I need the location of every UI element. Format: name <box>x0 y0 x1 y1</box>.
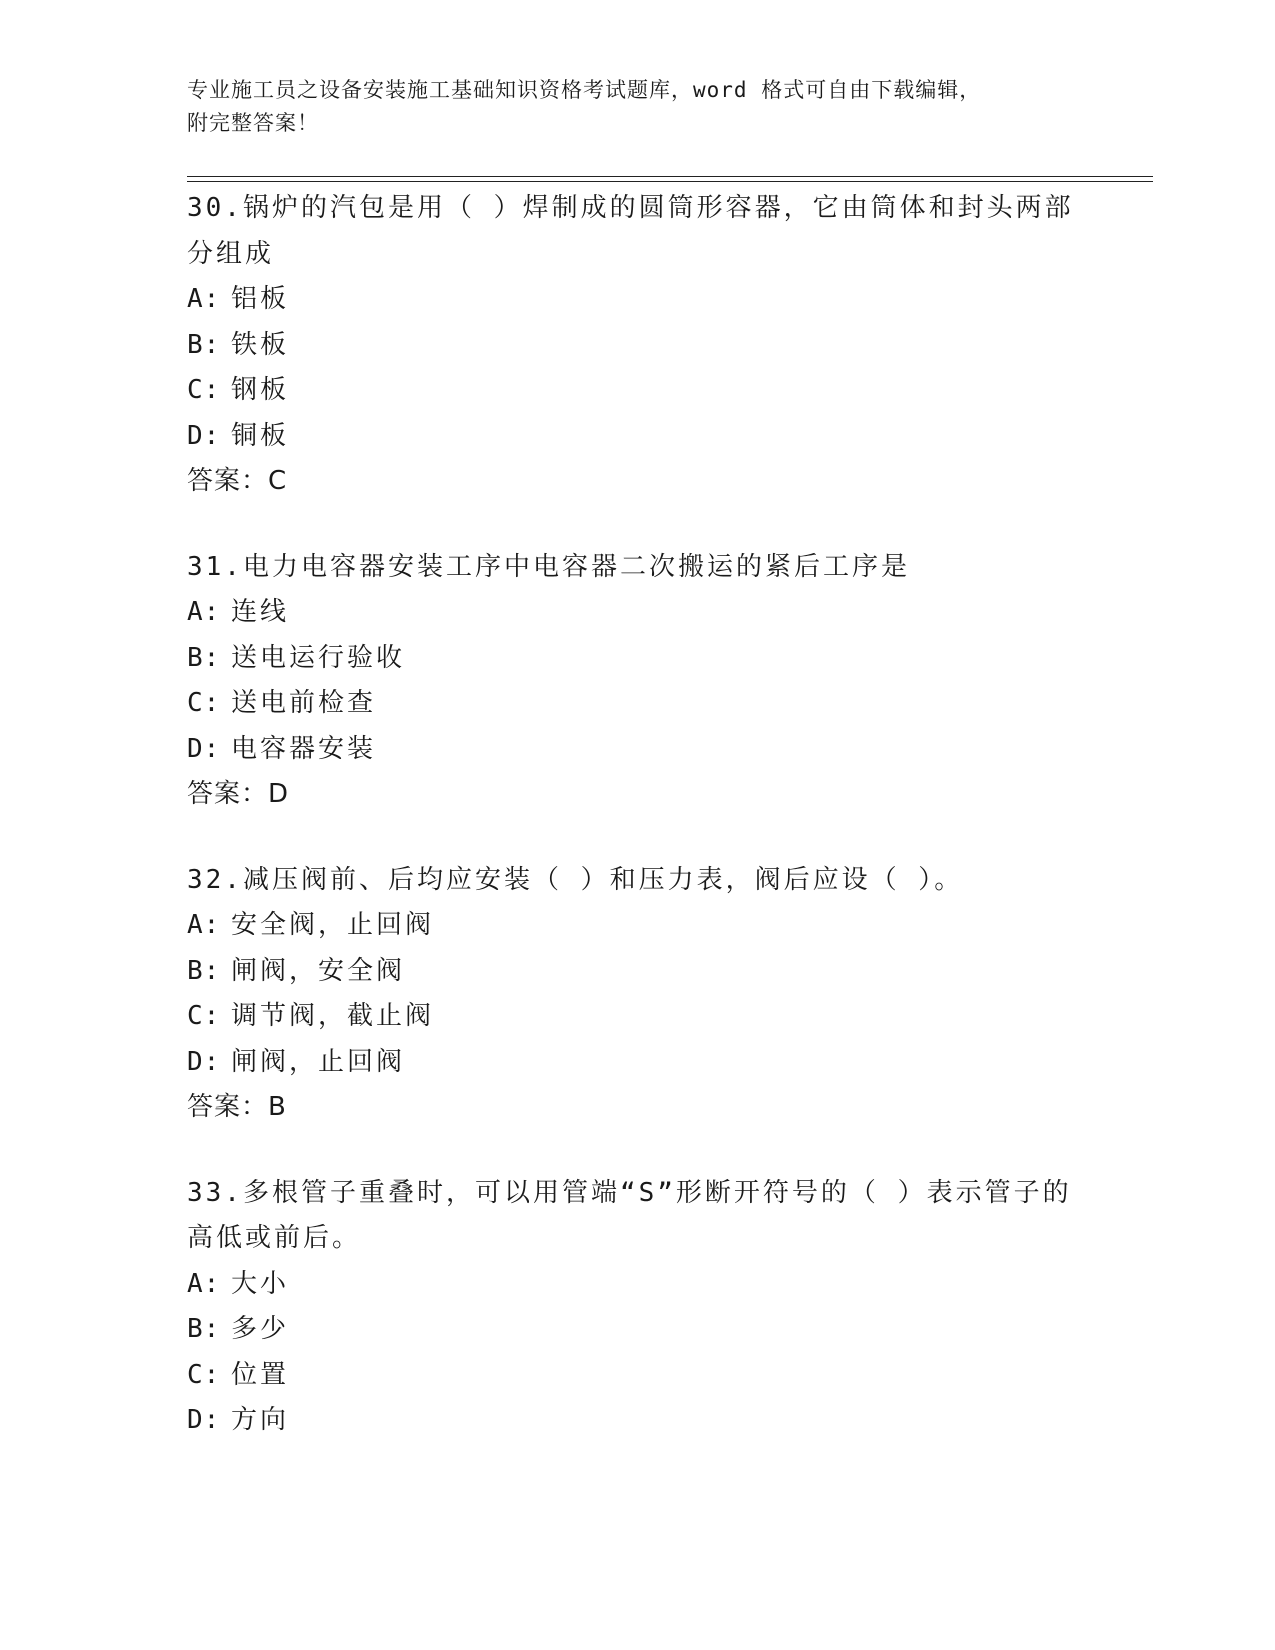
question-stem: 30.锅炉的汽包是用（ ）焊制成的圆筒形容器，它由筒体和封头两部 <box>187 193 1074 223</box>
answer-option <box>187 949 1087 995</box>
option-text: 送电前检查 <box>231 688 377 718</box>
option-key: D: <box>187 420 221 451</box>
option-key: C: <box>187 1359 221 1390</box>
option-key: A: <box>187 910 221 940</box>
option-text: 铝板 <box>231 284 290 314</box>
option-text: 铜板 <box>231 420 290 451</box>
answer-line: 答案：B <box>187 1092 287 1122</box>
answer-option <box>187 368 1087 414</box>
question-block <box>187 1171 1087 1444</box>
option-key: B: <box>187 1314 221 1344</box>
question-list <box>187 186 1087 1484</box>
question-stem: 分组成 <box>187 238 275 269</box>
option-text: 安全阀，止回阀 <box>231 910 435 940</box>
option-key: A: <box>187 597 221 627</box>
option-text: 电容器安装 <box>231 733 377 764</box>
answer-option <box>187 903 1087 949</box>
option-key: B: <box>187 329 221 360</box>
question-block <box>187 858 1087 1131</box>
question-block <box>187 545 1087 818</box>
option-key: D: <box>187 1405 221 1435</box>
answer-option <box>187 323 1087 369</box>
answer-option <box>187 1307 1087 1353</box>
answer-line: 答案：C <box>187 466 288 496</box>
header-line-2: 附完整答案！ <box>187 111 319 135</box>
header-divider-bottom <box>187 181 1153 182</box>
option-text: 送电运行验收 <box>231 642 406 673</box>
option-key: C: <box>187 1001 221 1031</box>
option-key: C: <box>187 375 221 405</box>
option-text: 方向 <box>231 1405 290 1435</box>
question-stem: 32.减压阀前、后均应安装（ ）和压力表，阀后应设（ ）。 <box>187 864 964 895</box>
answer-option <box>187 277 1087 323</box>
option-text: 钢板 <box>231 375 290 405</box>
option-key: B: <box>187 642 221 673</box>
option-key: D: <box>187 1046 221 1077</box>
answer-option <box>187 636 1087 682</box>
question-block <box>187 186 1087 505</box>
option-text: 调节阀，截止阀 <box>231 1001 435 1031</box>
header-divider-top <box>187 176 1153 177</box>
option-key: A: <box>187 1268 221 1299</box>
question-stem: 高低或前后。 <box>187 1223 362 1253</box>
document-header <box>187 74 1087 140</box>
option-text: 铁板 <box>231 329 290 360</box>
answer-option <box>187 727 1087 773</box>
option-text: 闸阀，止回阀 <box>231 1046 406 1077</box>
option-text: 位置 <box>231 1359 290 1390</box>
answer-option <box>187 414 1087 460</box>
option-key: C: <box>187 688 221 718</box>
option-text: 大小 <box>231 1268 290 1299</box>
answer-option <box>187 590 1087 636</box>
option-key: A: <box>187 284 221 314</box>
question-stem: 31.电力电容器安装工序中电容器二次搬运的紧后工序是 <box>187 551 910 582</box>
option-text: 多少 <box>231 1314 290 1344</box>
option-key: B: <box>187 955 221 986</box>
answer-line: 答案：D <box>187 779 290 809</box>
answer-option <box>187 681 1087 727</box>
answer-option <box>187 1262 1087 1308</box>
answer-option <box>187 994 1087 1040</box>
answer-option <box>187 1353 1087 1399</box>
answer-option <box>187 1398 1087 1444</box>
option-text: 闸阀，安全阀 <box>231 955 406 986</box>
option-text: 连线 <box>231 597 290 627</box>
header-line-1: 专业施工员之设备安装施工基础知识资格考试题库，word 格式可自由下载编辑， <box>187 78 982 102</box>
question-stem: 33.多根管子重叠时，可以用管端“S”形断开符号的（ ）表示管子的 <box>187 1177 1072 1208</box>
option-key: D: <box>187 733 221 764</box>
answer-option <box>187 1040 1087 1086</box>
